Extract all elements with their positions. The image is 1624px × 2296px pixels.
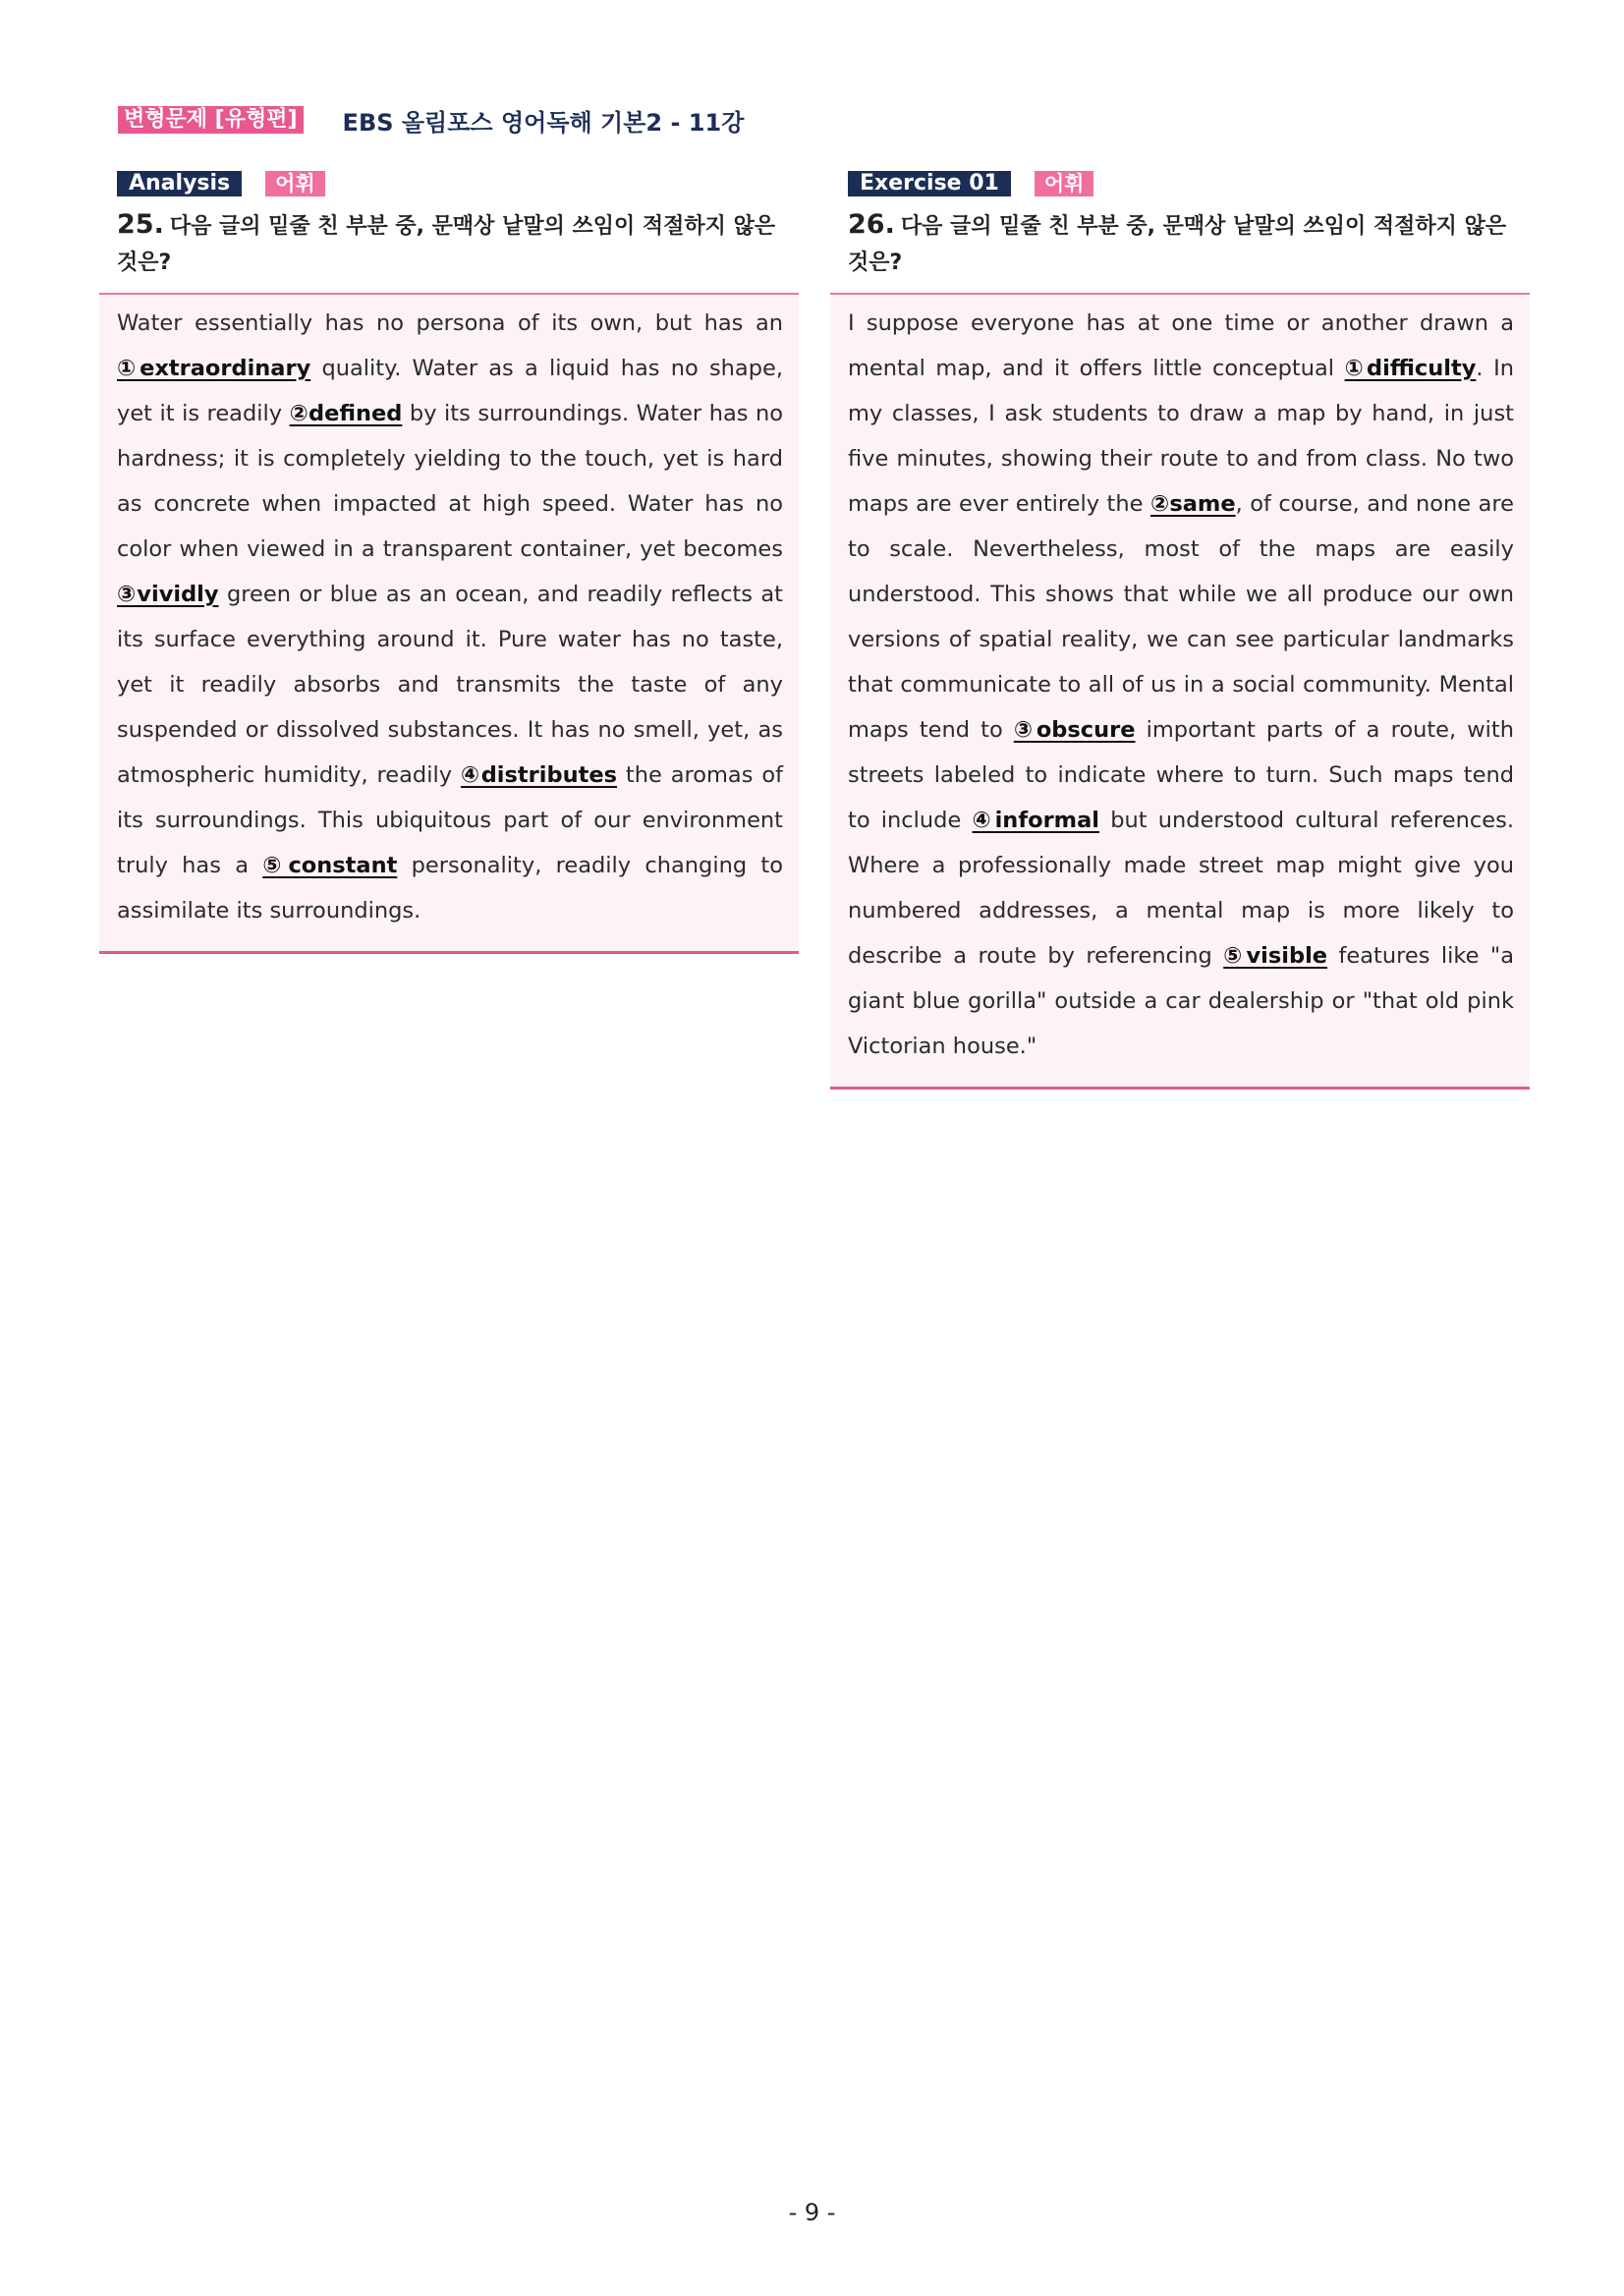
choice-2: ②defined <box>289 401 403 426</box>
question-badges <box>117 171 799 196</box>
choice-3: ③obscure <box>1013 717 1136 743</box>
choice-1: ①difficulty <box>1344 356 1477 381</box>
question-prompt <box>117 206 781 281</box>
question-number: 25. <box>117 209 164 240</box>
question-text: 다음 글의 밑줄 친 부분 중, 문맥상 낱말의 쓰임이 적절하지 않은 것은? <box>848 214 1507 275</box>
analysis-badge: Analysis <box>117 171 242 196</box>
question-prompt <box>848 206 1512 281</box>
category-badge: 어휘 <box>1035 171 1094 196</box>
passage-text: I suppose everyone has at one time or another drawn a mental map, and it offers little conceptual ①difficulty. In my classes, I ask students to draw a map by hand, in just five minutes, showing their route to and from class. No two maps are ever entirely the ②same, of course, and none are to scale. Nevertheless, most of the maps are easily understood. This shows that while we all produce our own versions of spatial reality, we can see particular landmarks that communicate to all of us in a social community. Mental maps tend to ③obscure important parts of a route, with streets labeled to indicate where to turn. Such maps tend to include ④informal but understood cultural references. Where a professionally made street map might give you numbered addresses, a mental map is more likely to describe a route by referencing ⑤visible features like "a giant blue gorilla" outside a car dealership or "that old pink Victorian house." <box>848 310 1515 1059</box>
choice-4: ④distributes <box>460 762 618 788</box>
section-tag: 변형문제 [유형편] <box>118 106 304 134</box>
passage-text: Water essentially has no persona of its own, but has an ①extraordinary quality. Water as a liquid has no shape, yet it is readily ②defined by its surroundings. Water has no hardness; it is completely yielding to the touch, yet is hard as concrete when impacted at high speed. Water has no color when viewed in a transparent container, yet becomes ③vividly green or blue as an ocean, and readily reflects at its surface everything around it. Pure water has no taste, yet it readily absorbs and transmits the taste of any suspended or dissolved substances. It has no smell, yet, as atmospheric humidity, readily ④distributes the aromas of its surroundings. This ubiquitous part of our environment truly has a ⑤constant personality, readily changing to assimilate its surroundings. <box>117 310 784 924</box>
choice-5: ⑤constant <box>262 853 398 878</box>
page-header <box>118 104 744 136</box>
choice-2: ②same <box>1149 491 1236 517</box>
question-number: 26. <box>848 209 895 240</box>
page-number: - 9 - <box>788 2199 836 2226</box>
choice-1: ①extraordinary <box>117 356 311 381</box>
question-25-column <box>99 171 799 954</box>
category-badge: 어휘 <box>265 171 325 196</box>
page-title: EBS 올림포스 영어독해 기본2 - 11강 <box>342 108 745 137</box>
passage-box <box>99 293 799 954</box>
question-badges <box>848 171 1530 196</box>
question-text: 다음 글의 밑줄 친 부분 중, 문맥상 낱말의 쓰임이 적절하지 않은 것은? <box>117 214 776 275</box>
choice-3: ③vividly <box>117 582 219 607</box>
choice-5: ⑤visible <box>1223 943 1328 969</box>
choice-4: ④informal <box>972 808 1100 833</box>
exercise-badge: Exercise 01 <box>848 171 1011 196</box>
passage-box <box>830 293 1530 1090</box>
question-26-column <box>830 171 1530 1090</box>
